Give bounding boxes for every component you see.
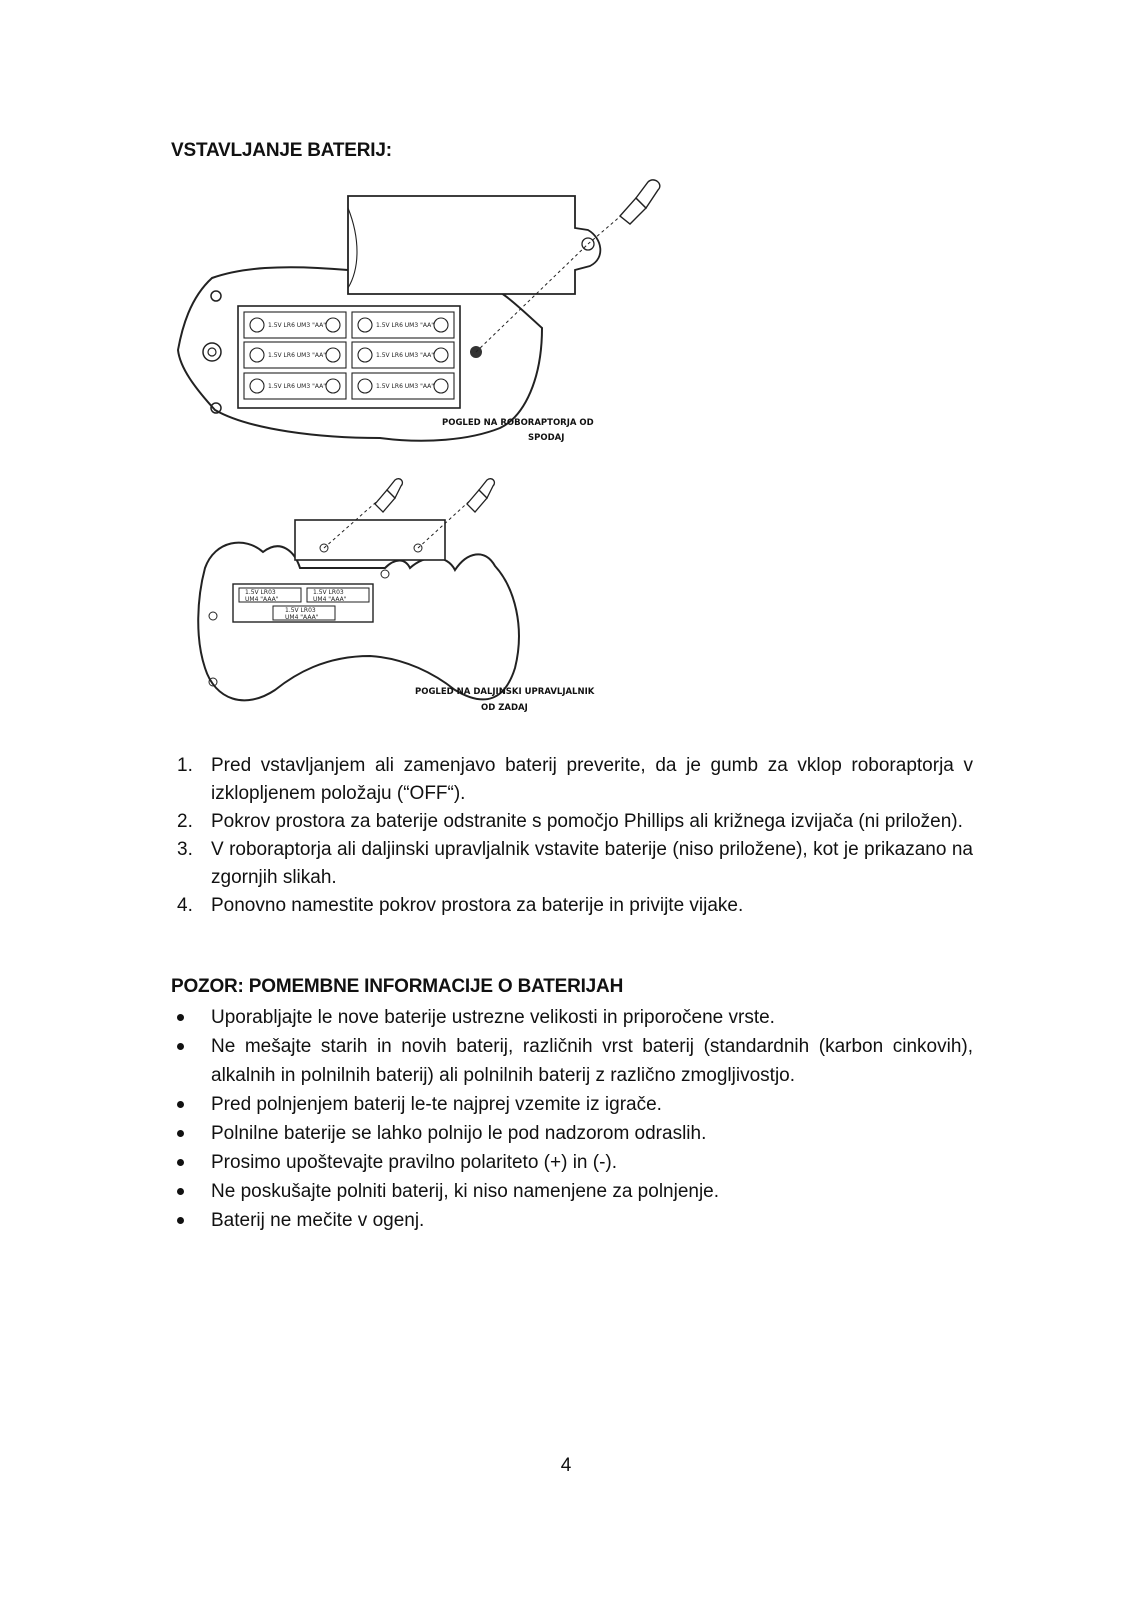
remote-battery-label: UM4 "AAA" [285, 614, 319, 621]
list-item: Prosimo upoštevajte pravilno polariteto (+) in (-). [171, 1148, 973, 1177]
warning-list [171, 1003, 973, 1235]
list-item: Polnilne baterije se lahko polnijo le pod nadzorom odraslih. [171, 1119, 973, 1148]
list-item: Pred polnjenjem baterij le-te najprej vzemite iz igrače. [171, 1090, 973, 1119]
list-item: Ne mešajte starih in novih baterij, različnih vrst baterij (standardnih (karbon cinkovih), alkalnih in polnilnih baterij) ali polnilnih baterij z različno zmogljivostjo. [171, 1032, 973, 1090]
heading-battery-warning: POZOR: POMEMBNE INFORMACIJE O BATERIJAH [171, 976, 624, 997]
battery-label: 1.5V LR6 UM3 "AA" [268, 383, 326, 390]
robot-battery-diagram [170, 168, 690, 468]
heading-insert-batteries: VSTAVLJANJE BATERIJ: [171, 140, 392, 161]
screwdriver-icon [375, 479, 402, 512]
list-item: 4. Ponovno namestite pokrov prostora za baterije in privijte vijake. [177, 895, 744, 916]
list-item: 3. V roboraptorja ali daljinski upravljalnik vstavite baterije (niso priložene), kot je prikazano na zgornjih slikah. [177, 839, 973, 888]
remote-battery-label: 1.5V LR03 [285, 607, 316, 614]
steps-list [171, 752, 973, 920]
battery-label: 1.5V LR6 UM3 "AA" [268, 352, 326, 359]
robot-caption-line2: SPODAJ [528, 433, 565, 443]
remote-battery-diagram [185, 478, 615, 733]
remote-battery-label: UM4 "AAA" [245, 596, 279, 603]
list-item: Baterij ne mečite v ogenj. [171, 1206, 973, 1235]
remote-battery-label: 1.5V LR03 [245, 589, 276, 596]
screwdriver-icon [467, 479, 494, 512]
remote-caption-line1: POGLED NA DALJINSKI UPRAVLJALNIK [415, 687, 595, 697]
remote-battery-label: UM4 "AAA" [313, 596, 347, 603]
remote-battery-label: 1.5V LR03 [313, 589, 344, 596]
battery-label: 1.5V LR6 UM3 "AA" [376, 383, 434, 390]
list-item: 1. Pred vstavljanjem ali zamenjavo baterij preverite, da je gumb za vklop roboraptorja v izklopljenem položaju (“OFF“). [177, 755, 973, 804]
battery-label: 1.5V LR6 UM3 "AA" [376, 352, 434, 359]
remote-caption-line2: OD ZADAJ [481, 703, 528, 713]
screwdriver-icon [620, 180, 660, 224]
list-item: Ne poskušajte polniti baterij, ki niso namenjene za polnjenje. [171, 1177, 973, 1206]
list-item: 2. Pokrov prostora za baterije odstranite s pomočjo Phillips ali križnega izvijača (ni priložen). [177, 811, 963, 832]
page-number: 4 [560, 1455, 572, 1476]
robot-caption-line1: POGLED NA ROBORAPTORJA OD [442, 418, 594, 428]
battery-label: 1.5V LR6 UM3 "AA" [268, 322, 326, 329]
list-item: Uporabljajte le nove baterije ustrezne velikosti in priporočene vrste. [171, 1003, 973, 1032]
battery-label: 1.5V LR6 UM3 "AA" [376, 322, 434, 329]
